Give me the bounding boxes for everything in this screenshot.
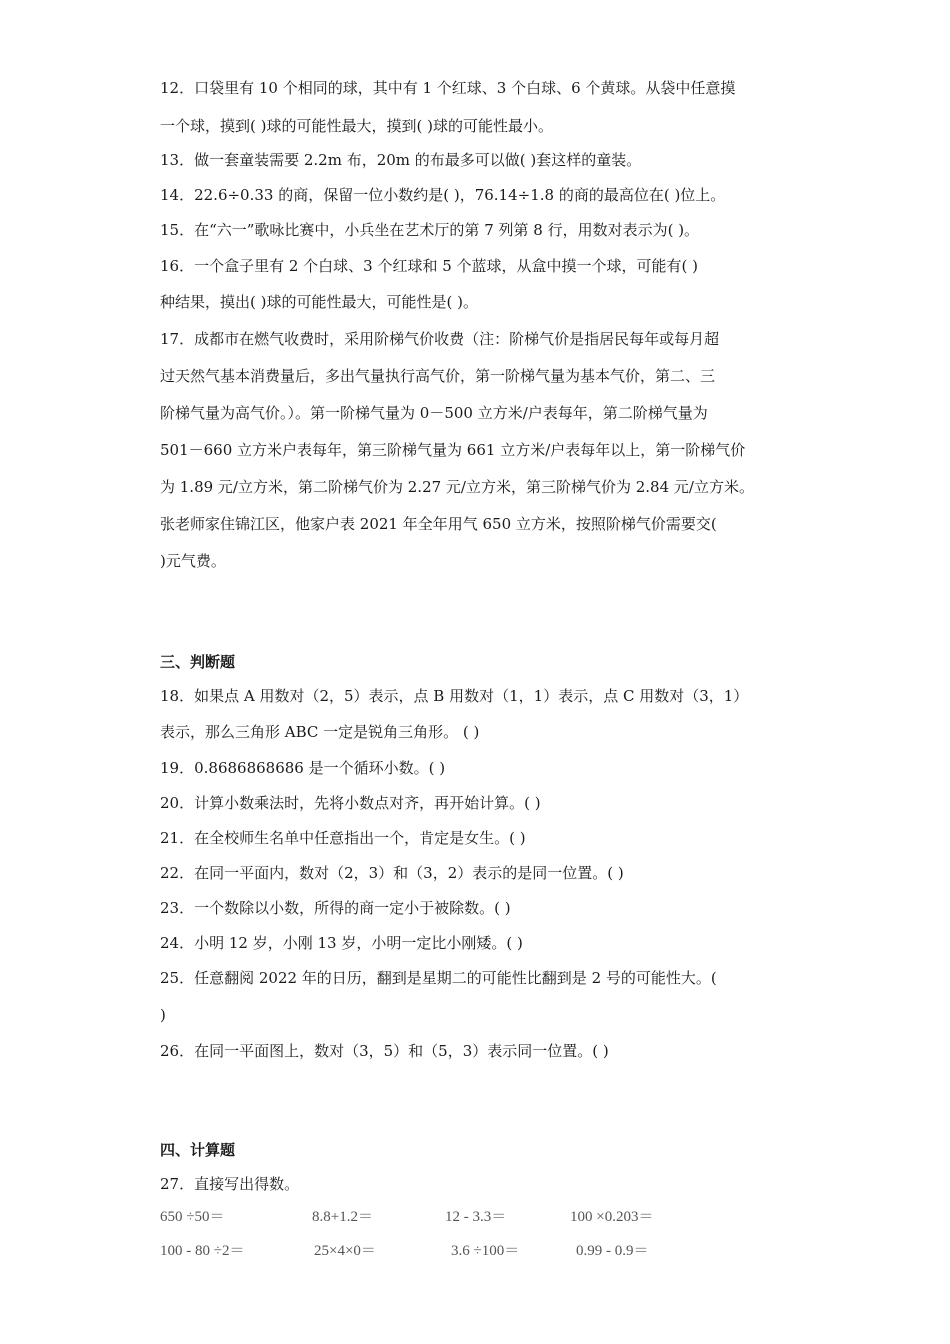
question-16-line-1: 16．一个盒子里有 2 个白球、3 个红球和 5 个蓝球，从盒中摸一个球，可能有( ) (160, 257, 699, 275)
question-18-line-1: 18．如果点 A 用数对（2，5）表示，点 B 用数对（1，1）表示，点 C 用数对（3，1） (160, 687, 749, 705)
question-17-line-1: 17．成都市在燃气收费时，采用阶梯气价收费（注：阶梯气价是指居民每年或每月超 (160, 330, 720, 348)
question-17-line-3: 阶梯气量为高气价。）。第一阶梯气量为 0－500 立方米/户表每年，第二阶梯气量为 (160, 404, 708, 422)
calc-item: 12 - 3.3＝ (445, 1209, 507, 1225)
question-17-line-5: 为 1.89 元/立方米，第二阶梯气价为 2.27 元/立方米，第三阶梯气价为 2.84 元/立方米。 (160, 478, 754, 496)
question-27: 27．直接写出得数。 (160, 1175, 300, 1193)
calc-item: 3.6 ÷100＝ (451, 1243, 520, 1259)
question-17-line-7: )元气费。 (160, 552, 226, 570)
section-4-heading: 四、计算题 (160, 1141, 236, 1159)
calc-item: 100 - 80 ÷2＝ (160, 1243, 245, 1259)
question-17-line-6: 张老师家住锦江区，他家户表 2021 年全年用气 650 立方米，按照阶梯气价需要交( (160, 515, 717, 533)
question-14: 14．22.6÷0.33 的商，保留一位小数约是( )，76.14÷1.8 的商的最高位在( )位上。 (160, 186, 726, 204)
question-18-line-2: 表示，那么三角形 ABC 一定是锐角三角形。 ( ) (160, 723, 480, 741)
question-23: 23．一个数除以小数，所得的商一定小于被除数。( ) (160, 899, 511, 917)
calc-item: 25×4×0＝ (314, 1243, 376, 1259)
question-16-line-2: 种结果，摸出( )球的可能性最大，可能性是( )。 (160, 293, 478, 311)
question-22: 22．在同一平面内，数对（2，3）和（3，2）表示的是同一位置。( ) (160, 864, 624, 882)
question-13: 13．做一套童装需要 2.2m 布，20m 的布最多可以做( )套这样的童装。 (160, 151, 642, 169)
question-20: 20．计算小数乘法时，先将小数点对齐，再开始计算。( ) (160, 794, 541, 812)
question-25-line-2: ) (160, 1006, 166, 1024)
question-15: 15．在“六一”歌咏比赛中，小兵坐在艺术厅的第 7 列第 8 行，用数对表示为( )。 (160, 221, 700, 239)
section-3-heading: 三、判断题 (160, 653, 236, 671)
calc-item: 100 ×0.203＝ (570, 1209, 654, 1225)
question-24: 24．小明 12 岁，小刚 13 岁，小明一定比小刚矮。( ) (160, 934, 523, 952)
question-17-line-2: 过天然气基本消费量后，多出气量执行高气价，第一阶梯气量为基本气价，第二、三 (160, 367, 716, 385)
question-17-line-4: 501－660 立方米户表每年，第三阶梯气量为 661 立方米/户表每年以上，第一阶梯气价 (160, 441, 746, 459)
question-25-line-1: 25．任意翻阅 2022 年的日历，翻到是星期二的可能性比翻到是 2 号的可能性大。( (160, 969, 717, 987)
question-21: 21．在全校师生名单中任意指出一个，肯定是女生。( ) (160, 829, 526, 847)
question-12-line-2: 一个球，摸到( )球的可能性最大，摸到( )球的可能性最小。 (160, 117, 553, 135)
question-12-line-1: 12．口袋里有 10 个相同的球，其中有 1 个红球、3 个白球、6 个黄球。从袋中任意摸 (160, 79, 736, 97)
calc-item: 650 ÷50＝ (160, 1209, 225, 1225)
calc-item: 8.8+1.2＝ (312, 1209, 373, 1225)
question-26: 26．在同一平面图上，数对（3，5）和（5，3）表示同一位置。( ) (160, 1042, 609, 1060)
question-19: 19．0.8686868686 是一个循环小数。( ) (160, 759, 446, 777)
calc-item: 0.99 - 0.9＝ (576, 1243, 649, 1259)
